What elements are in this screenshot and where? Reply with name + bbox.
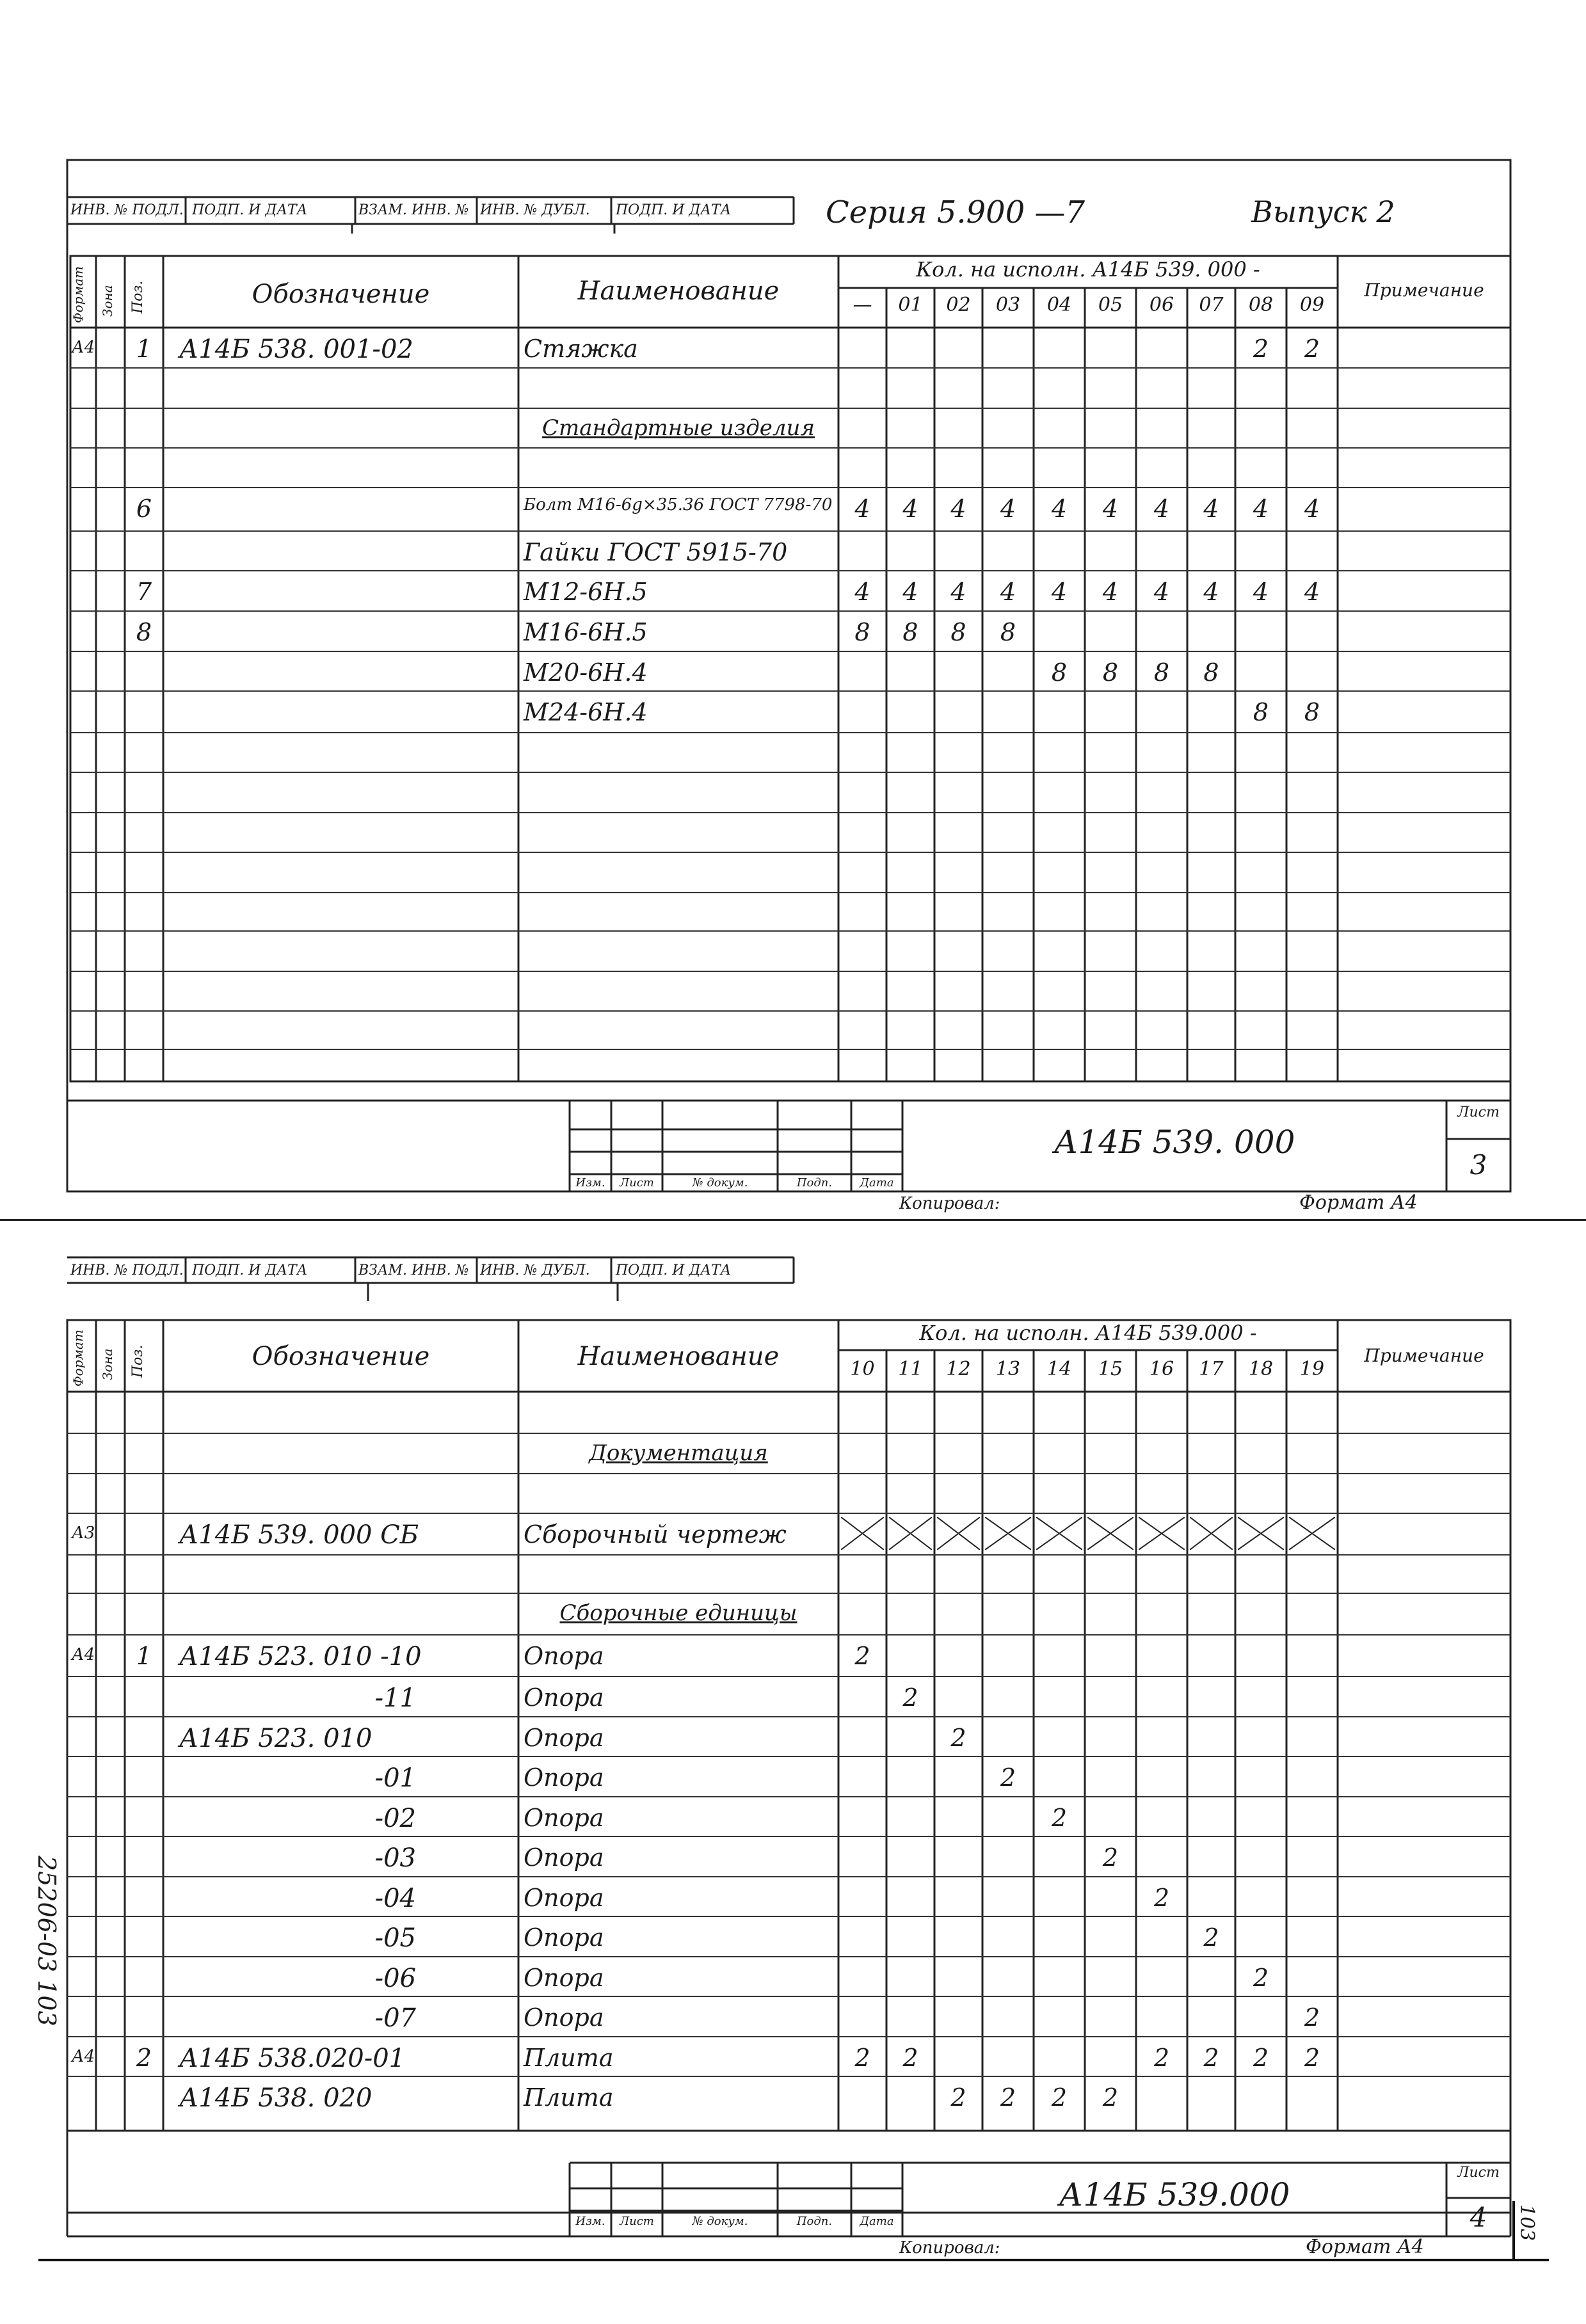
col-zone-header: Зона: [100, 285, 115, 317]
title-block-label: Дата: [860, 1176, 894, 1190]
title-block-label: Изм.: [575, 2215, 605, 2228]
crossed-cell-mark: [1238, 1517, 1284, 1550]
title-block-label: Лист: [620, 2215, 654, 2228]
qty-cell: 2: [1051, 1804, 1068, 1832]
qty-cell: 8: [1253, 698, 1269, 726]
qty-cell: 2: [1203, 1923, 1219, 1952]
title-block-label: Лист: [620, 1176, 654, 1190]
qty-cell: 8: [1203, 658, 1219, 687]
qty-cell: 2: [1000, 1763, 1016, 1792]
sheet-separator: [0, 1219, 1586, 1221]
qty-cell: 2: [1000, 2083, 1016, 2112]
title-block-label: № докум.: [692, 2215, 748, 2228]
qty-cell: 8: [950, 618, 966, 646]
qty-cell: 4: [950, 578, 966, 606]
row-designation: А14Б 539. 000 СБ: [179, 1520, 419, 1550]
title-block-label: Изм.: [575, 1176, 605, 1190]
qty-cell: 2: [854, 1642, 870, 1670]
qty-cell: 4: [1000, 578, 1016, 606]
row-name: Стяжка: [524, 335, 638, 363]
row-format: А4: [72, 338, 95, 357]
variant-header: 17: [1199, 1358, 1224, 1380]
row-position: 6: [136, 495, 152, 523]
qty-cell: 2: [1203, 2044, 1219, 2072]
row-name: Стандартные изделия: [542, 415, 815, 441]
crossed-cell-mark: [841, 1517, 884, 1550]
qty-cell: 2: [950, 2083, 966, 2112]
col-qty-header: Кол. на исполн. А14Б 539. 000 -: [916, 257, 1260, 282]
row-position: 2: [136, 2044, 152, 2072]
variant-header: 12: [946, 1358, 971, 1380]
doc-number: А14Б 539. 000: [1053, 1124, 1295, 1161]
variant-header: 14: [1046, 1358, 1072, 1380]
qty-cell: 2: [1253, 2044, 1269, 2072]
variant-header: 03: [995, 294, 1021, 316]
sheet-label: Лист: [1457, 1104, 1500, 1120]
format-label: Формат А4: [1306, 2236, 1424, 2258]
header-inv-dubl: ИНВ. № ДУБЛ.: [480, 202, 590, 218]
title-block-label: Дата: [860, 2215, 894, 2228]
qty-cell: 4: [950, 495, 966, 523]
col-pos-header: Поз.: [130, 1344, 146, 1378]
qty-cell: 4: [1102, 578, 1119, 606]
variant-header: 15: [1098, 1358, 1123, 1380]
row-designation: А14Б 523. 010 -10: [179, 1642, 422, 1671]
variant-header: 07: [1199, 294, 1224, 316]
series-label: Серия 5.900 —7: [826, 195, 1085, 230]
qty-cell: 4: [1253, 578, 1269, 606]
row-position: 1: [136, 1642, 152, 1670]
row-position: 7: [136, 578, 152, 606]
row-designation: -05: [374, 1923, 416, 1953]
row-designation: А14Б 523. 010: [179, 1724, 372, 1753]
header-vzam-inv: ВЗАМ. ИНВ. №: [358, 202, 469, 218]
corner-code: 103: [1516, 2204, 1538, 2241]
variant-header: 19: [1299, 1358, 1325, 1380]
qty-cell: 2: [1304, 2003, 1320, 2032]
crossed-cell-mark: [1289, 1517, 1335, 1550]
qty-cell: 4: [1304, 578, 1320, 606]
col-name-header: Наименование: [577, 276, 780, 306]
row-name: Опора: [524, 1763, 604, 1792]
header-vzam-inv: ВЗАМ. ИНВ. №: [358, 1262, 469, 1278]
row-name: Опора: [524, 1804, 604, 1832]
row-name: М16-6Н.5: [524, 618, 648, 646]
format-label: Формат А4: [1299, 1191, 1418, 1214]
row-name: Опора: [524, 1724, 604, 1752]
row-name: Опора: [524, 1843, 604, 1872]
row-name: Плита: [524, 2083, 614, 2112]
margin-code: 25206-03 103: [33, 1856, 61, 2026]
specification-sheet-4: [0, 1238, 1586, 2324]
header-podp-data-2: ПОДП. И ДАТА: [616, 202, 732, 218]
qty-cell: 4: [1253, 495, 1269, 523]
variant-header: 11: [898, 1358, 923, 1380]
header-podp-data-2: ПОДП. И ДАТА: [616, 1262, 732, 1278]
qty-cell: 4: [1000, 495, 1016, 523]
qty-cell: 4: [902, 495, 918, 523]
row-format: А3: [72, 1524, 95, 1543]
row-name: Опора: [524, 1964, 604, 1992]
qty-cell: 2: [1051, 2083, 1068, 2112]
row-designation: -03: [374, 1843, 416, 1873]
crossed-cell-mark: [1087, 1517, 1133, 1550]
row-designation: -07: [374, 2003, 416, 2033]
row-designation: А14Б 538. 020: [179, 2083, 372, 2113]
crossed-cell-mark: [1190, 1517, 1233, 1550]
row-designation: А14Б 538. 001-02: [179, 335, 413, 364]
row-name: Сборочные единицы: [559, 1600, 797, 1626]
qty-cell: 2: [1304, 2044, 1320, 2072]
qty-cell: 8: [1051, 658, 1068, 687]
crossed-cell-mark: [985, 1517, 1031, 1550]
row-designation: -04: [374, 1884, 416, 1913]
row-name: М12-6Н.5: [524, 578, 648, 606]
crossed-cell-mark: [889, 1517, 932, 1550]
header-inv-podl: ИНВ. № ПОДЛ.: [70, 202, 184, 218]
row-name: Документация: [589, 1440, 768, 1466]
variant-header: 01: [898, 294, 923, 316]
col-designation-header: Обозначение: [252, 280, 430, 309]
qty-cell: 4: [902, 578, 918, 606]
row-name: М24-6Н.4: [524, 698, 648, 726]
header-inv-dubl: ИНВ. № ДУБЛ.: [480, 1262, 590, 1278]
col-format-header: Формат: [70, 1330, 86, 1387]
title-block-label: № докум.: [692, 1176, 748, 1190]
row-name: Сборочный чертеж: [524, 1520, 787, 1548]
qty-cell: 4: [1051, 578, 1068, 606]
qty-cell: 8: [1304, 698, 1320, 726]
qty-cell: 2: [1153, 2044, 1170, 2072]
doc-number: А14Б 539.000: [1059, 2176, 1290, 2213]
qty-cell: 4: [1153, 495, 1170, 523]
row-name: Гайки ГОСТ 5915-70: [524, 538, 788, 566]
variant-header: 05: [1098, 294, 1123, 316]
variant-header: 08: [1248, 294, 1274, 316]
issue-label: Выпуск 2: [1251, 195, 1395, 229]
qty-cell: 4: [1203, 495, 1219, 523]
row-name: Опора: [524, 1923, 604, 1952]
row-name: Опора: [524, 2003, 604, 2032]
qty-cell: 8: [1102, 658, 1119, 687]
qty-cell: 4: [1153, 578, 1170, 606]
qty-cell: 4: [1304, 495, 1320, 523]
row-position: 8: [136, 618, 152, 646]
row-name: Опора: [524, 1642, 604, 1670]
row-name: Опора: [524, 1683, 604, 1712]
variant-header: 10: [850, 1358, 875, 1380]
header-podp-data-1: ПОДП. И ДАТА: [192, 202, 308, 218]
variant-header: 16: [1149, 1358, 1174, 1380]
header-podp-data-1: ПОДП. И ДАТА: [192, 1262, 308, 1278]
qty-cell: 2: [1304, 335, 1320, 363]
row-format: А4: [72, 1645, 95, 1664]
sheet-label: Лист: [1457, 2165, 1500, 2181]
variant-header: 06: [1149, 294, 1174, 316]
copied-label: Копировал:: [899, 2238, 1000, 2257]
row-name: Плита: [524, 2044, 614, 2072]
qty-cell: 4: [854, 495, 870, 523]
row-designation: -06: [374, 1964, 416, 1993]
qty-cell: 4: [854, 578, 870, 606]
variant-header: 13: [995, 1358, 1021, 1380]
variant-header: 18: [1248, 1358, 1274, 1380]
col-zone-header: Зона: [100, 1348, 115, 1380]
qty-cell: 8: [854, 618, 870, 646]
crossed-cell-mark: [1139, 1517, 1185, 1550]
col-pos-header: Поз.: [130, 280, 146, 314]
row-position: 1: [136, 335, 152, 363]
col-qty-header: Кол. на исполн. А14Б 539.000 -: [919, 1321, 1257, 1345]
header-inv-podl: ИНВ. № ПОДЛ.: [70, 1262, 184, 1278]
sheet-number: 4: [1470, 2202, 1487, 2233]
row-designation: А14Б 538.020-01: [179, 2044, 406, 2073]
row-name: Опора: [524, 1884, 604, 1912]
qty-cell: 4: [1102, 495, 1119, 523]
col-note-header: Примечание: [1364, 1345, 1484, 1366]
crossed-cell-mark: [1036, 1517, 1082, 1550]
qty-cell: 8: [902, 618, 918, 646]
qty-cell: 4: [1051, 495, 1068, 523]
row-designation: -02: [374, 1804, 416, 1833]
qty-cell: 2: [902, 1683, 918, 1712]
row-designation: -11: [374, 1683, 416, 1713]
row-name: Болт М16-6g×35.36 ГОСТ 7798-70: [524, 495, 833, 514]
qty-cell: 2: [1102, 1843, 1119, 1872]
col-name-header: Наименование: [577, 1342, 780, 1371]
title-block-label: Подп.: [796, 2215, 833, 2228]
variant-header: 02: [946, 294, 971, 316]
variant-header: 04: [1046, 294, 1072, 316]
sheet-number: 3: [1470, 1149, 1487, 1181]
qty-cell: 2: [950, 1724, 966, 1752]
row-name: М20-6Н.4: [524, 658, 648, 687]
crossed-cell-mark: [937, 1517, 980, 1550]
qty-cell: 4: [1203, 578, 1219, 606]
variant-header: 09: [1299, 294, 1325, 316]
qty-cell: 8: [1153, 658, 1170, 687]
qty-cell: 2: [1153, 1884, 1170, 1912]
qty-cell: 2: [1253, 335, 1269, 363]
qty-cell: 2: [902, 2044, 918, 2072]
row-designation: -01: [374, 1763, 416, 1793]
qty-cell: 8: [1000, 618, 1016, 646]
qty-cell: 2: [854, 2044, 870, 2072]
variant-header: —: [853, 294, 872, 316]
title-block-label: Подп.: [796, 1176, 833, 1190]
col-note-header: Примечание: [1364, 280, 1484, 301]
col-designation-header: Обозначение: [252, 1342, 430, 1371]
qty-cell: 2: [1253, 1964, 1269, 1992]
row-format: А4: [72, 2047, 95, 2066]
copied-label: Копировал:: [899, 1194, 1000, 1213]
qty-cell: 2: [1102, 2083, 1119, 2112]
col-format-header: Формат: [70, 266, 86, 323]
